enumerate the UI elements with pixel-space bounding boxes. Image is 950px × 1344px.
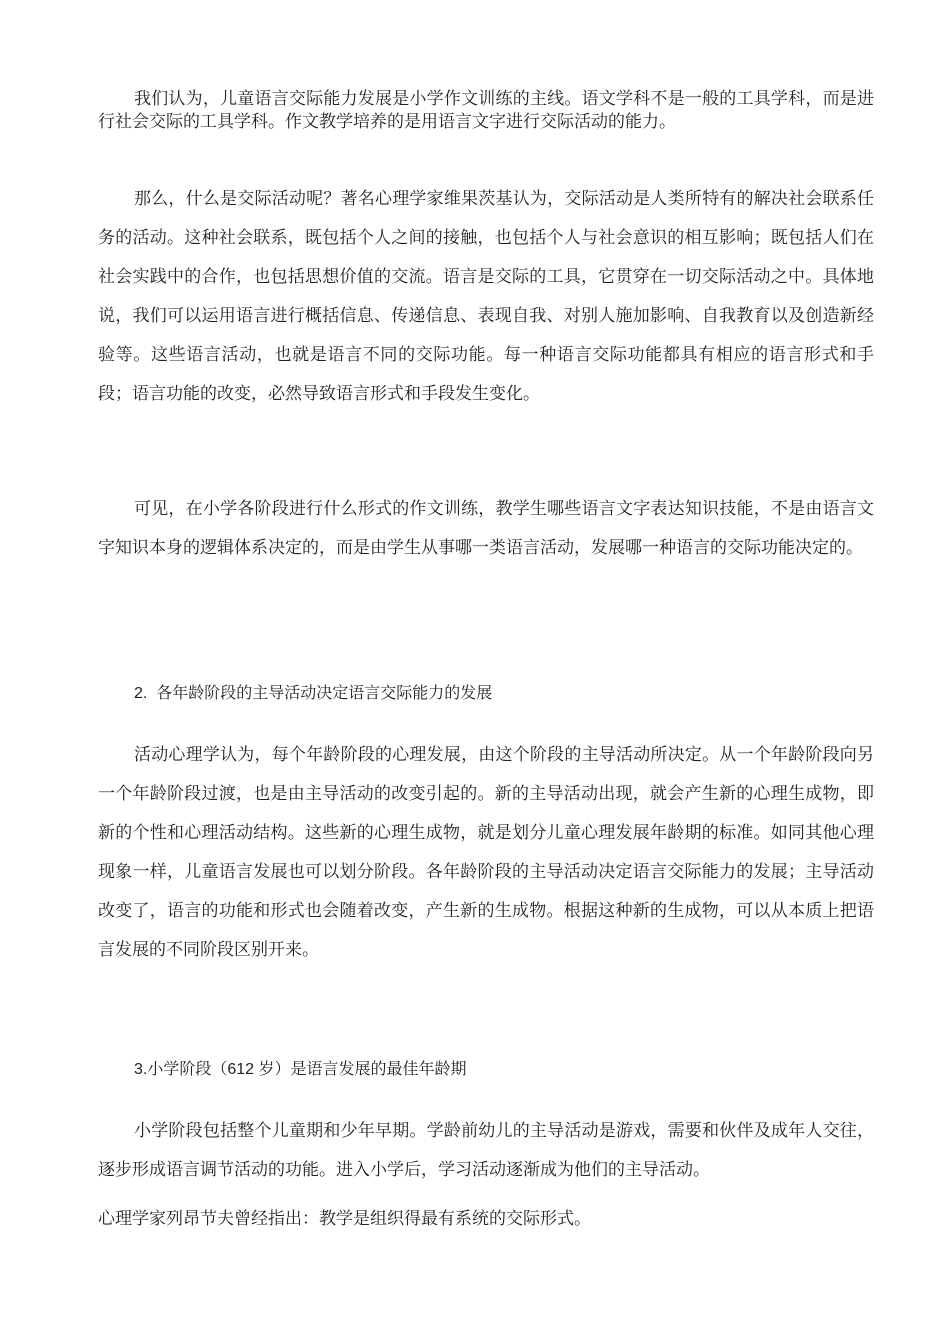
section-heading-3 bbox=[134, 1058, 467, 1081]
paragraph-leontiev-quote: 心理学家列昂节夫曾经指出：教学是组织得最有系统的交际形式。 bbox=[98, 1209, 591, 1229]
paragraph-intro: 我们认为，儿童语言交际能力发展是小学作文训练的主线。语文学科不是一般的工具学科，而是进行社会交际的工具学科。作文教学培养的是用语言文字进行交际活动的能力。 bbox=[98, 89, 874, 132]
paragraph-conclusion: 可见，在小学各阶段进行什么形式的作文训练，教学生哪些语言文字表达知识技能，不是由语言文字知识本身的逻辑体系决定的，而是由学生从事哪一类语言活动，发展哪一种语言的交际功能决定的。 bbox=[98, 499, 874, 558]
section-heading-2 bbox=[134, 682, 492, 705]
section-number: 2. bbox=[134, 685, 148, 702]
section-title: 各年龄阶段的主导活动决定语言交际能力的发展 bbox=[156, 683, 493, 702]
paragraph-activity-psychology: 活动心理学认为，每个年龄阶段的心理发展，由这个阶段的主导活动所决定。从一个年龄阶段向另一个年龄阶段过渡，也是由主导活动的改变引起的。新的主导活动出现，就会产生新的心理生成物，即新的个性和心理活动结构。这些新的心理生成物，就是划分儿童心理发展年龄期的标准。如同其他心理现象一样，儿童语言发展也可以划分阶段。各年龄阶段的主导活动决定语言交际能力的发展；主导活动改变了，语言的功能和形式也会随着改变，产生新的生成物。根据这种新的生成物，可以从本质上把语言发展的不同阶段区别开来。 bbox=[98, 745, 874, 960]
section-title: 岁）是语言发展的最佳年龄期 bbox=[258, 1059, 467, 1078]
section-prefix: 3.小学阶段（612 bbox=[134, 1061, 255, 1078]
paragraph-primary-stage: 小学阶段包括整个儿童期和少年早期。学龄前幼儿的主导活动是游戏，需要和伙伴及成年人交往，逐步形成语言调节活动的功能。进入小学后，学习活动逐渐成为他们的主导活动。 bbox=[98, 1121, 874, 1180]
paragraph-communication-activity: 那么，什么是交际活动呢？著名心理学家维果茨基认为，交际活动是人类所特有的解决社会联系任务的活动。这种社会联系，既包括个人之间的接触，也包括个人与社会意识的相互影响；既包括人们在社会实践中的合作，也包括思想价值的交流。语言是交际的工具，它贯穿在一切交际活动之中。具体地说，我们可以运用语言进行概括信息、传递信息、表现自我、对别人施加影响、自我教育以及创造新经验等。这些语言活动，也就是语言不同的交际功能。每一种语言交际功能都具有相应的语言形式和手段；语言功能的改变，必然导致语言形式和手段发生变化。 bbox=[98, 189, 874, 404]
